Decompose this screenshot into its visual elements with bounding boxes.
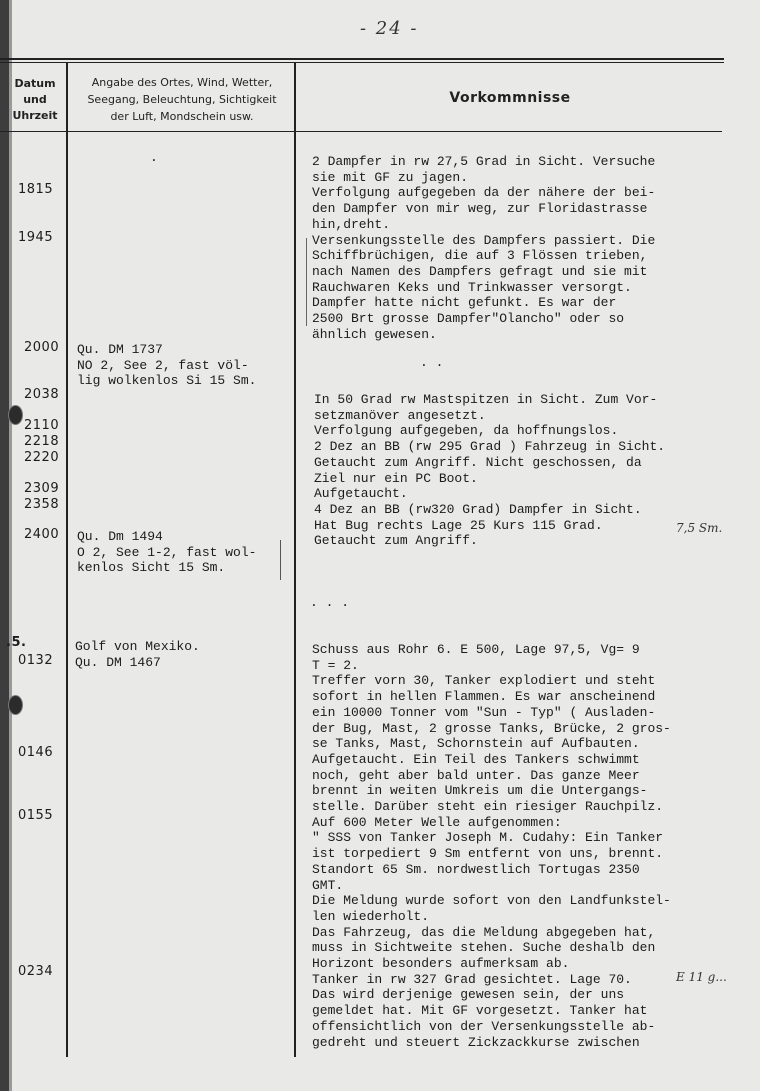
header-ort-line: Angabe des Ortes, Wind, Wetter, bbox=[91, 76, 273, 89]
time-1815: 1815 bbox=[18, 182, 54, 197]
time-0132: 0132 bbox=[18, 653, 54, 668]
time-2110: 2110 bbox=[24, 418, 60, 433]
time-0234: 0234 bbox=[18, 964, 54, 979]
time-2000: 2000 bbox=[24, 340, 60, 355]
page-number: - 24 - bbox=[360, 18, 419, 39]
header-vorkommnisse: Vorkommnisse bbox=[449, 90, 571, 106]
time-2358: 2358 bbox=[24, 497, 60, 512]
ort-entry-2: Qu. Dm 1494 O 2, See 1-2, fast wol- kenlos Sicht 15 Sm. bbox=[77, 529, 257, 576]
top-rule bbox=[0, 58, 724, 60]
header-rule bbox=[0, 131, 722, 132]
header-ort-line: der Luft, Mondschein usw. bbox=[110, 110, 254, 123]
time-2220: 2220 bbox=[24, 450, 60, 465]
handwritten-note: 7,5 Sm. bbox=[676, 521, 723, 535]
column-divider-2 bbox=[294, 62, 296, 1057]
time-2218: 2218 bbox=[24, 434, 60, 449]
ort-entry-3: Golf von Mexiko. Qu. DM 1467 bbox=[75, 639, 200, 670]
header-datum-line: und bbox=[23, 93, 47, 106]
punch-hole bbox=[8, 405, 23, 425]
margin-mark bbox=[306, 238, 307, 326]
header-datum-line: Uhrzeit bbox=[12, 109, 58, 122]
date-day: .5. bbox=[6, 635, 27, 650]
event-block-1: 2 Dampfer in rw 27,5 Grad in Sicht. Versuche sie mit GF zu jagen. Verfolgung aufgegeben da der nähere der bei- den Dampfer von mir weg, zur Floridastrasse hin,dreht. Versenkungsstelle des Dampfers passiert. Die Schiffbrüchigen, die auf 3 Flössen trieben, nach Namen des Dampfers gefragt und sie mit Rauchwaren Keks und Trinkwasser versorgt. Dampfer hatte nicht gefunkt. Es war der 2500 Brt grosse Dampfer"Olancho" oder so ähnlich gewesen. bbox=[312, 154, 656, 342]
dots-mark: . . bbox=[420, 355, 444, 370]
header-datum-line: Datum bbox=[14, 77, 56, 90]
top-rule-thin bbox=[0, 62, 724, 63]
event-block-3: Schuss aus Rohr 6. E 500, Lage 97,5, Vg= 9 T = 2. Treffer vorn 30, Tanker explodiert und steht sofort in hellen Flammen. Es war anscheinend ein 10000 Tonner vom "Sun - Typ" ( Ausladen- der Bug, Mast, 2 grosse Tanks, Brücke, 2 gros- se Tanks, Mast, Schornstein auf Aufbauten. Aufgetaucht. Ein Teil des Tankers schwimmt noch, geht aber bald unter. Das ganze Meer brennt in weiten Umkreis um die Untergangs- stelle. Darüber steht ein riesiger Rauchpilz. Auf 600 Meter Welle aufgenommen: " SSS von Tanker Joseph M. Cudahy: Ein Tanker ist torpediert 9 Sm entfernt von uns, brennt. Standort 65 Sm. nordwestlich Tortugas 2350 GMT. Die Meldung wurde sofort von den Landfunkstel- len wiederholt. Das Fahrzeug, das die Meldung abgegeben hat, muss in Sichtweite stehen. Suche deshalb den Horizont besonders aufmerksam ab. Tanker in rw 327 Grad gesichtet. Lage 70. Das wird derjenige gewesen sein, der uns gemeldet hat. Mit GF vorgesetzt. Tanker hat offensichtlich von der Versenkungsstelle ab- gedreht und steuert Zickzackkurse zwischen bbox=[312, 642, 671, 1050]
ort-entry-1: Qu. DM 1737 NO 2, See 2, fast völ- lig wolkenlos Si 15 Sm. bbox=[77, 342, 257, 389]
binding-shadow bbox=[9, 0, 12, 1091]
time-2400: 2400 bbox=[24, 527, 60, 542]
margin-mark-2 bbox=[280, 540, 281, 580]
header-datum bbox=[6, 76, 64, 124]
handwritten-note: E 11 g... bbox=[676, 970, 727, 984]
binding-edge bbox=[0, 0, 9, 1091]
dots-mark: . bbox=[150, 150, 158, 165]
time-0155: 0155 bbox=[18, 808, 54, 823]
punch-hole bbox=[8, 695, 23, 715]
header-ort-line: Seegang, Beleuchtung, Sichtigkeit bbox=[87, 93, 277, 106]
event-block-2: In 50 Grad rw Mastspitzen in Sicht. Zum Vor- setzmanöver angesetzt. Verfolgung aufgegeben, da hoffnungslos. 2 Dez an BB (rw 295 Grad ) Fahrzeug in Sicht. Getaucht zum Angriff. Nicht geschossen, da Ziel nur ein PC Boot. Aufgetaucht. 4 Dez an BB (rw320 Grad) Dampfer in Sicht. Hat Bug rechts Lage 25 Kurs 115 Grad. Getaucht zum Angriff. bbox=[314, 392, 666, 549]
dots-mark: . . . bbox=[310, 595, 350, 610]
time-2038: 2038 bbox=[24, 387, 60, 402]
time-1945: 1945 bbox=[18, 230, 54, 245]
column-divider-1 bbox=[66, 62, 68, 1057]
header-ort bbox=[74, 74, 290, 125]
time-0146: 0146 bbox=[18, 745, 54, 760]
time-2309: 2309 bbox=[24, 481, 60, 496]
